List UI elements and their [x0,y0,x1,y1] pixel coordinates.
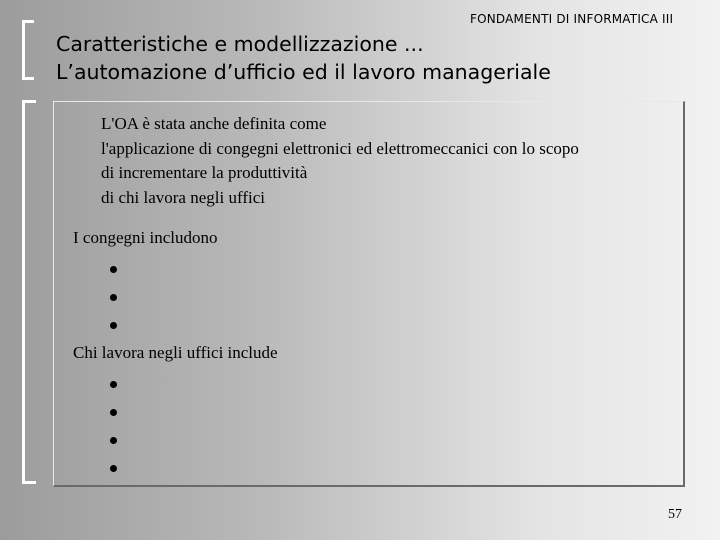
office-workers-group-label: Chi lavora negli uffici include [73,343,278,362]
office-workers-bullet [110,381,117,388]
slide-title [56,30,551,86]
intro-line-1: L'OA è stata anche definita come [101,114,327,133]
content-bracket-decoration [22,100,36,484]
office-workers-bullet [110,465,117,472]
title-bracket-decoration [22,20,34,80]
office-workers-bullet [110,409,117,416]
devices-bullet [110,322,117,329]
devices-group-label: I congegni includono [73,228,218,247]
course-header: FONDAMENTI DI INFORMATICA III [470,12,674,26]
intro-paragraph [101,112,579,210]
intro-line-4: di chi lavora negli uffici [101,187,265,207]
page-number: 57 [668,507,682,522]
devices-bullet [110,266,117,273]
title-line-2: L’automazione d’ufficio ed il lavoro manageriale [56,60,551,84]
intro-line-2: l'applicazione di congegni elettronici ed elettromeccanici con lo scopo [101,138,579,158]
title-line-1: Caratteristiche e modellizzazione ... [56,32,424,56]
devices-bullet [110,294,117,301]
office-workers-bullet [110,437,117,444]
intro-line-3: di incrementare la produttività [101,163,308,182]
